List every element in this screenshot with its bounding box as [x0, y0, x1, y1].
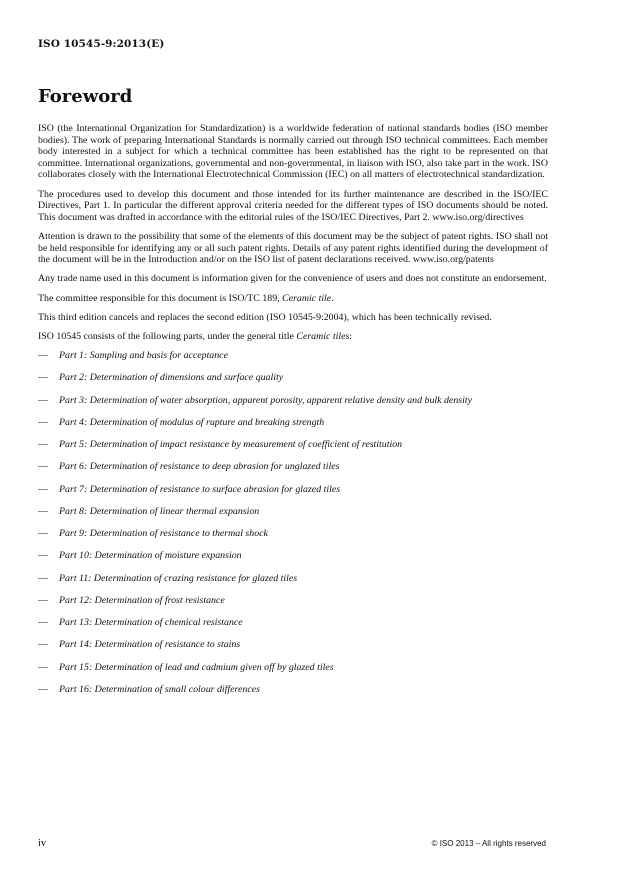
list-item	[38, 461, 548, 483]
part-title: Part 2: Determination of dimensions and surface quality	[59, 372, 284, 384]
parts-intro-suffix: :	[349, 330, 353, 342]
list-dash: —	[38, 661, 48, 673]
list-dash: —	[38, 461, 48, 473]
part-title: Part 3: Determination of water absorption, apparent porosity, apparent relative density and bulk density	[59, 394, 472, 406]
part-title: Part 16: Determination of small colour differences	[59, 683, 260, 695]
paragraph-patents: Attention is drawn to the possibility that some of the elements of this document may be the subject of patent rights. ISO shall not be held responsible for identifying any or all such patent rights. Details of any patent rights identified during the development of the document will be in the Introduction and/or on the ISO list of patent declarations received. www.iso.org/patents	[38, 230, 548, 266]
copyright-notice: © ISO 2013 – All rights reserved	[431, 839, 546, 848]
list-item	[38, 617, 548, 639]
part-title: Part 13: Determination of chemical resistance	[59, 617, 243, 629]
part-title: Part 12: Determination of frost resistance	[59, 594, 225, 606]
paragraph-procedures: The procedures used to develop this document and those intended for its further maintenance are described in the ISO/IEC Directives, Part 1. In particular the different approval criteria needed for the different types of ISO documents should be noted. This document was drafted in accordance with the editorial rules of the ISO/IEC Directives, Part 2. www.iso.org/directives	[38, 188, 548, 223]
list-dash: —	[38, 683, 48, 695]
list-dash: —	[38, 439, 48, 451]
list-item	[38, 550, 548, 572]
list-dash: —	[38, 594, 48, 606]
part-title: Part 8: Determination of linear thermal expansion	[59, 505, 260, 517]
list-item	[38, 506, 548, 528]
list-dash: —	[38, 483, 48, 495]
committee-suffix: .	[331, 292, 334, 304]
list-dash: —	[38, 639, 48, 651]
list-dash: —	[38, 416, 48, 428]
list-item	[38, 417, 548, 439]
page-title: Foreword	[38, 86, 133, 107]
foreword-body	[38, 123, 548, 706]
part-title: Part 7: Determination of resistance to surface abrasion for glazed tiles	[59, 483, 341, 495]
list-item	[38, 350, 548, 372]
part-title: Part 4: Determination of modulus of rupture and breaking strength	[59, 416, 325, 428]
part-title: Part 14: Determination of resistance to stains	[59, 639, 241, 651]
list-item	[38, 662, 548, 684]
paragraph-trade-name: Any trade name used in this document is information given for the convenience of users and does not constitute an endorsement.	[38, 273, 547, 285]
list-dash: —	[38, 505, 48, 517]
list-item	[38, 484, 548, 506]
part-title: Part 15: Determination of lead and cadmium given off by glazed tiles	[59, 661, 334, 673]
list-dash: —	[38, 572, 48, 584]
page-number: iv	[38, 838, 47, 849]
list-dash: —	[38, 550, 48, 562]
paragraph-iso-intro: ISO (the International Organization for Standardization) is a worldwide federation of national standards bodies (ISO member bodies). The work of preparing International Standards is normally carried out through ISO technical committees. Each member body interested in a subject for which a technical committee has been established has the right to be represented on that committee. International organizations, governmental and non-governmental, in liaison with ISO, also take part in the work. ISO collaborates closely with the International Electrotechnical Commission (IEC) on all matters of electrotechnical standardization.	[38, 123, 548, 181]
list-item	[38, 684, 548, 706]
committee-title: Ceramic tile	[282, 292, 332, 304]
paragraph-committee	[38, 293, 548, 305]
list-dash: —	[38, 372, 48, 384]
part-title: Part 10: Determination of moisture expansion	[59, 550, 242, 562]
list-item	[38, 639, 548, 661]
list-dash: —	[38, 617, 48, 629]
list-item	[38, 595, 548, 617]
part-title: Part 1: Sampling and basis for acceptance	[59, 350, 228, 362]
list-dash: —	[38, 528, 48, 540]
list-dash: —	[38, 394, 48, 406]
list-dash: —	[38, 350, 48, 362]
part-title: Part 6: Determination of resistance to deep abrasion for unglazed tiles	[59, 461, 340, 473]
paragraph-edition: This third edition cancels and replaces the second edition (ISO 10545-9:2004), which has been technically revised.	[38, 311, 492, 323]
list-item	[38, 395, 548, 417]
list-item	[38, 372, 548, 394]
document-id: ISO 10545-9:2013(E)	[38, 38, 165, 50]
part-title: Part 5: Determination of impact resistance by measurement of coefficient of restitution	[59, 439, 403, 451]
list-item	[38, 528, 548, 550]
parts-intro-text: ISO 10545 consists of the following parts, under the general title	[38, 330, 297, 342]
list-item	[38, 439, 548, 461]
general-title: Ceramic tiles	[296, 330, 350, 342]
part-title: Part 11: Determination of crazing resistance for glazed tiles	[59, 572, 298, 584]
committee-text: The committee responsible for this document is ISO/TC 189,	[38, 292, 283, 304]
list-item	[38, 573, 548, 595]
part-title: Part 9: Determination of resistance to thermal shock	[59, 528, 268, 540]
parts-list	[38, 350, 548, 706]
paragraph-parts-intro	[38, 331, 548, 343]
